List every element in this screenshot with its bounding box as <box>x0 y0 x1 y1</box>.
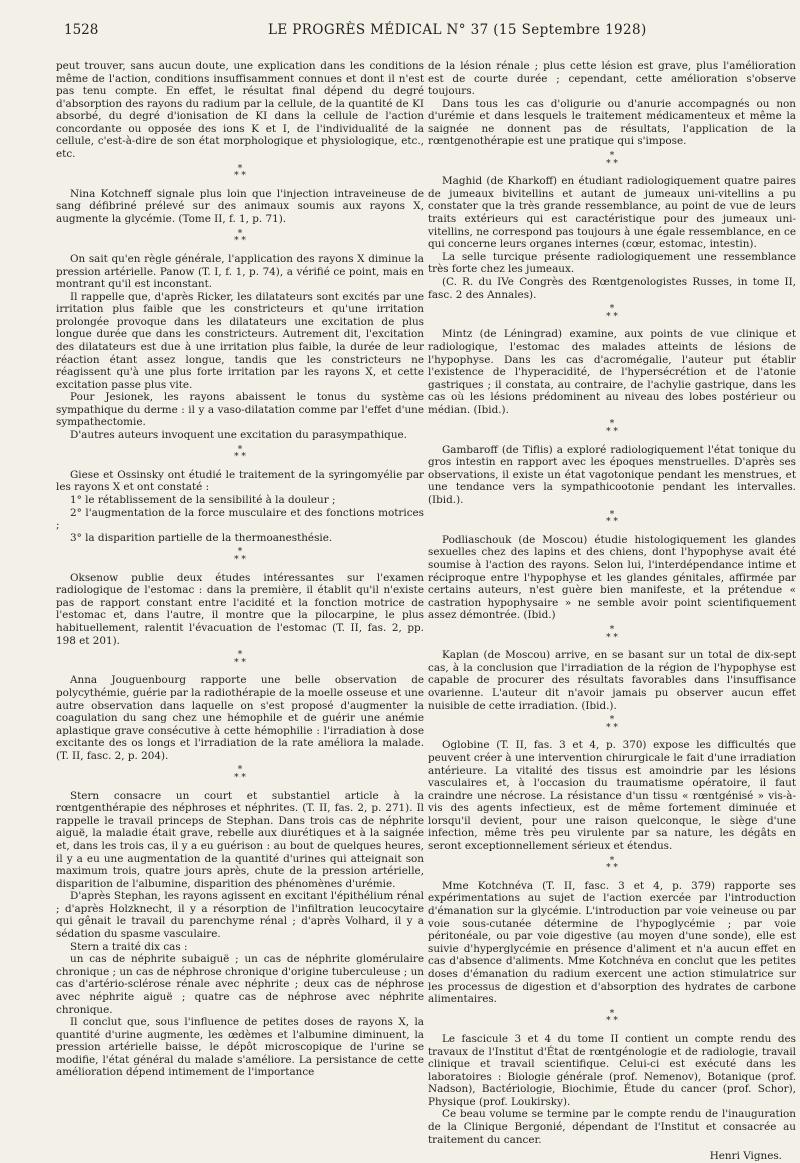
list-item: 3° la disparition partielle de la thermoanesthésie. <box>70 531 333 544</box>
paragraph: Giese et Ossinsky ont étudié le traitement de la syringomyélie par les rayons X et ont constaté : <box>56 468 424 494</box>
paragraph: Gambaroff (de Tiflis) a exploré radiologiquement l'état tonique du gros intestin en rapport avec les époques menstruelles. D'après ses observations, il existe un état vagotonique pendant les menstrues, et une tendance vers la sympathicootonie pendant les intervalles. (Ibid.). <box>428 443 796 507</box>
list-item: 2° l'augmentation de la force musculaire et des fonctions motrices ; <box>56 506 424 532</box>
paragraph: Stern consacre un court et substantiel article à la rœntgenthérapie des néphroses et néphrites. (T. II, fas. 2, p. 271). Il rappelle le travail princeps de Stephan. Dans trois cas de néphrite aiguë, la maladie était grave, rebelle aux diurétiques et à la saignée et, dans les trois cas, il y a eu guérison : au bout de quelques heures, il y a eu une augmentation de la quantité d'urines qui atteignait son maximum trois, quatre jours après, chute de la pression artérielle, disparition de l'albumine, disparition des phénomènes d'urémie. <box>56 789 424 890</box>
paragraph: de la lésion rénale ; plus cette lésion est grave, plus l'amélioration est de courte durée ; cependant, cette amélioration s'observe toujours. <box>428 60 796 98</box>
paragraph: Podliaschouk (de Moscou) étudie histologiquement les glandes sexuelles chez des lapins et des chiens, dont l'hypophyse avait été soumise à l'action des rayons. Selon lui, l'interdépendance intime et réciproque entre l'hypophyse et les glandes génitales, affirmée par certains auteurs, n'est guère bien manifeste, et la prétendue « castration hypophysaire » ne semble avoir point scientifiquement assez démontrée. (Ibid.) <box>428 533 796 622</box>
section-separator: * * * <box>606 715 618 733</box>
paragraph: D'autres auteurs invoquent une excitation du parasympathique. <box>70 429 407 442</box>
section-separator: * * * <box>234 650 246 668</box>
page-header <box>38 22 762 42</box>
paragraph: Oksenow publie deux études intéressantes sur l'examen radiologique de l'estomac : dans la première, il établit qu'il n'existe pas de rapport constant entre l'acidité et la fonction motrice de l'estomac et, dans l'autre, il montre que la pilocarpine, le plus habituellement, ralentit l'évacuation de l'estomac (T. II, fas. 2, pp. 198 et 201). <box>56 571 424 647</box>
section-separator: * * * <box>606 151 618 169</box>
section-separator: * * * <box>234 547 246 565</box>
paragraph: un cas de néphrite subaiguë ; un cas de néphrite glomérulaire chronique ; un cas de néphrose chronique d'origine tuberculeuse ; un cas d'artério-sclérose rénale avec néphrite ; deux cas de néphrose avec néphrite aiguë ; quatre cas de néphrose avec néphrite chronique. <box>56 953 424 1016</box>
paragraph: La selle turcique présente radiologiquement une ressemblance très forte chez les jumeaux. <box>428 250 796 276</box>
paragraph: Oglobine (T. II, fas. 3 et 4, p. 370) expose les difficultés que peuvent créer à une intervention chirurgicale le fait d'une irradiation antérieure. La vitalité des tissus est amoindrie par les lésions vasculaires et, à l'occasion du traumatisme opératoire, il faut craindre une nécrose. La résistance d'un tissu « rœntgénisé » vis-à-vis des agents infectieux, est de même fortement diminuée et lorsqu'il devient, pour une raison quelconque, le siège d'une infection, même très peu virulente par sa nature, les dégâts en seront exceptionnellement sérieux et étendus. <box>428 739 796 853</box>
section-separator: * * * <box>234 765 246 784</box>
section-separator: * * * <box>606 624 618 643</box>
paragraph: Mme Kotchnéva (T. II, fasc. 3 et 4, p. 379) rapporte ses expérimentations au sujet de l'action exercée par l'introduction d'émanation sur la glycémie. L'introduction par voie veineuse ou par voie sous-cutanée détermine de l'hypoglycémie ; par voie péritonéale, ou par voie digestive (au moyen d'une sonde), elle est suivie d'hyperglycémie en présence d'aliment et n'a aucun effet en cas d'absence d'aliments. Mme Kotchnéva en conclut que les petites doses d'émanation du radium exercent une action stimulatrice sur les processus de digestion et d'absorption des hydrates de carbone alimentaires. <box>428 879 796 1006</box>
paragraph: Stern a traité dix cas : <box>70 940 188 953</box>
section-separator: * * * <box>234 163 246 182</box>
paragraph: Il rappelle que, d'après Ricker, les dilatateurs sont excités par une irritation plus faible que les constricteurs et qu'une irritation prolongée provoque dans les dilatateurs une excitation de plus longue durée que dans les constricteurs. Autrement dit, l'excitation des dilatateurs est due à une irritation plus faible, la durée de leur réaction étant assez longue, tandis que les constricteurs ne réagissent qu'à une plus forte irritation par les rayons X, et cette excitation passe plus vite. <box>56 290 424 391</box>
paragraph: D'après Stephan, les rayons agissent en excitant l'épithélium rénal ; d'après Holzknecht, il y a résorption de l'infiltration leucocytaire qui gênait le travail du parenchyme rénal ; d'après Volhard, il y a sédation du spasme vasculaire. <box>56 890 424 941</box>
section-separator: * * * <box>606 509 618 528</box>
paragraph: Ce beau volume se termine par le compte rendu de l'inauguration de la Clinique Bergonié, dépendant de l'Institut et consacrée au traitement du cancer. <box>428 1108 796 1146</box>
paragraph: Dans tous les cas d'oligurie ou d'anurie accompagnés ou non d'urémie et dans lesquels le traitement médicamenteux et même la saignée ne donnent pas de résultats, l'application de la rœntgenothérapie est une pratique qui s'impose. <box>428 97 796 148</box>
paragraph: Mintz (de Léningrad) examine, aux points de vue clinique et radiologique, l'estomac des malades atteints de lésions de l'hypophyse. Dans les cas d'acromégalie, l'auteur put établir l'existence de l'hyperacidité, de l'hypersécrétion et de l'atonie gastriques ; il constata, au contraire, de l'achylie gastrique, dans les cas où les lésions prédominent au niveau des lobes postérieur ou médian. (Ibid.). <box>428 328 796 416</box>
paragraph: Kaplan (de Moscou) arrive, en se basant sur un total de dix-sept cas, à la conclusion que l'irradiation de la région de l'hypophyse est capable de procurer des résultats favorables dans l'insuffisance ovarienne. L'auteur dit n'avoir jamais pu observer aucun effet nuisible de cette irradiation. (Ibid.). <box>428 649 796 712</box>
paragraph: On sait qu'en règle générale, l'application des rayons X diminue la pression artérielle. Panow (T. I, f. 1, p. 74), a vérifié ce point, mais en montrant qu'il est inconstant. <box>56 252 424 291</box>
paragraph: Maghid (de Kharkoff) en étudiant radiologiquement quatre paires de jumeaux bivitellins et autant de jumeaux uni-vitellins a pu constater que la très grande ressemblance, au point de vue de leurs traits extérieurs qui est caractéristique pour des jumeaux uni-vitellins, ne correspond pas toujours à une égale ressemblance, en ce qui concerne leurs organes internes (cœur, estomac, intestin). <box>428 175 796 251</box>
paragraph: Pour Jesionek, les rayons abaissent le tonus du système sympathique du derme : il y a vaso-dilatation comme par l'effet d'une sympathectomie. <box>56 391 424 429</box>
section-separator: * * * <box>234 444 246 463</box>
paragraph: Anna Jouguenbourg rapporte une belle observation de polycythémie, guérie par la radiothérapie de la moelle osseuse et une autre observation dans laquelle on s'est proposé d'augmenter la coagulation du sang chez une hémophile et de guérir une anémie aplastique grave consécutive à cette hémophilie : l'irradiation à dose excitante des os longs et l'irradiation de la rate améliora la malade. (T. II, fasc. 2, p. 204). <box>56 674 424 762</box>
paragraph: Il conclut que, sous l'influence de petites doses de rayons X, la quantité d'urine augmente, les œdèmes et l'albumine diminuent, la pression artérielle baisse, le dépôt microscopique de l'urine se modifie, l'état général du malade s'améliore. La persistance de cette amélioration dépend intimement de l'importance <box>56 1016 424 1079</box>
section-separator: * * * <box>234 228 246 247</box>
section-separator: * * * <box>606 419 618 438</box>
list-item: 1° le rétablissement de la sensibilité à la douleur ; <box>70 494 336 507</box>
paragraph: Nina Kotchneff signale plus loin que l'injection intraveineuse de sang défibriné prélevé sur des animaux soumis aux rayons X, augmente la glycémie. (Tome II, f. 1, p. 71). <box>56 187 424 226</box>
page-number: 1528 <box>64 22 99 38</box>
section-separator: * * * <box>606 855 618 874</box>
section-separator: * * * <box>606 304 618 322</box>
paragraph: Le fascicule 3 et 4 du tome II contient un compte rendu des travaux de l'Institut d'État de rœntgénologie et de radiologie, travail clinique et travail scientifique. Celui-ci est exécuté dans les laboratoires : Biologie générale (prof. Nemenov), Botanique (prof. Nadson), Bactériologie, Biochimie, Étude du cancer (prof. Schor), Physique (prof. Loukirsky). <box>428 1032 796 1108</box>
author-signature: Henri Vignes. <box>709 1150 782 1163</box>
paragraph: peut trouver, sans aucun doute, une explication dans les conditions même de l'action, conditions insuffisamment connues et dont il n'est pas tenu compte. En effet, le résultat final dépend du degré d'absorption des rayons du radium par la cellule, de la quantité de KI absorbé, du degré d'ionisation de KI dans la cellule de l'action concordante ou opposée des ions K et I, de l'individualité de la cellule, c'est-à-dire de son état morphologique et physiologique, etc., etc. <box>56 60 424 161</box>
right-column <box>428 60 796 1163</box>
paragraph: (C. R. du IVe Congrès des Rœntgenologistes Russes, in tome II, fasc. 2 des Annales). <box>428 275 796 301</box>
section-separator: * * * <box>606 1008 618 1027</box>
journal-title: LE PROGRÈS MÉDICAL N° 37 (15 Septembre 1928) <box>268 22 647 38</box>
left-column <box>56 60 424 1080</box>
